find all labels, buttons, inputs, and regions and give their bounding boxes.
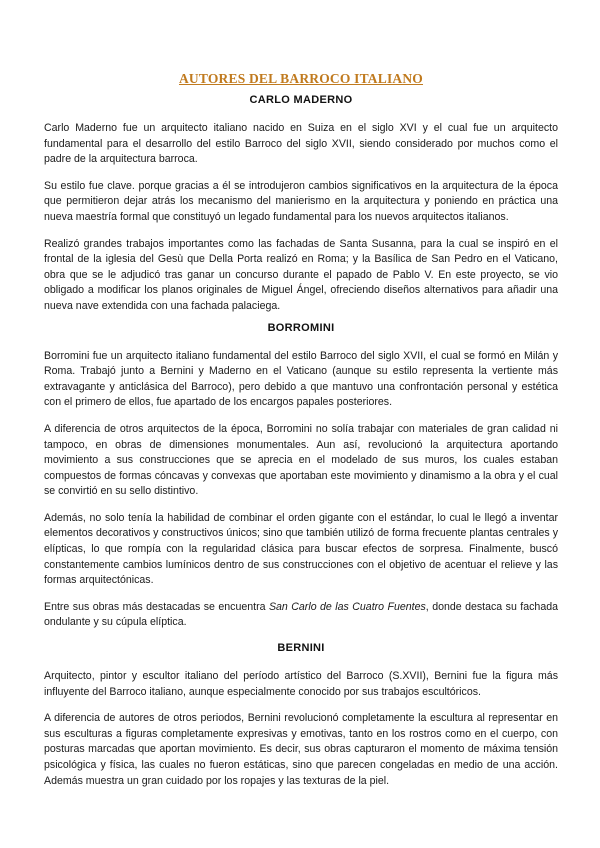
paragraph: Arquitecto, pintor y escultor italiano del período artístico del Barroco (S.XVII), Bernini fue la figura más influyente del Barroco italiano, aunque especialmente conocido por sus trabajos escultóricos. [44,670,558,698]
works-text-after: , donde destaca su fachada ondulante y su cúpula elíptica. [44,600,558,629]
paragraph: A diferencia de otros arquitectos de la época, Borromini no solía trabajar con materiales de gran calidad ni tampoco, en obras de dimensiones monumentales. Aun así, revolucionó la arquitectura aportando movimiento a sus construcciones que se aprecia en el modelado de sus muros, los cuales estaban compuestos de formas cóncavas y convexas que aportaban este movimiento y dinamismo a la obra y el cual se convirtió en su sello distintivo. [44,422,558,498]
works-text-before: Entre sus obras más destacadas se encuentra [44,600,269,613]
document-content [44,70,558,800]
paragraph: Borromini fue un arquitecto italiano fundamental del estilo Barroco del siglo XVII, el cual se formó en Milán y Roma. Trabajó junto a Bernini y Maderno en el Vaticano (aunque su estilo representa la vertiente más extravagante y anticlásica del Barroco), pero debido a que mantuvo una confrontación personal y estética con el primero de ellos, fue apartado de los encargos papales posteriores. [44,349,558,409]
paragraph: Carlo Maderno fue un arquitecto italiano nacido en Suiza en el siglo XVI y el cual fue un arquitecto fundamental para el desarrollo del estilo Barroco del siglo XVII, siendo considerado por muchos como el padre de la arquitectura barroca. [44,122,558,166]
work-title: San Carlo de las Cuatro Fuentes [268,600,426,613]
section-heading: BERNINI [277,642,325,655]
paragraph: A diferencia de autores de otros periodos, Bernini revolucionó completamente la escultura al representar en sus esculturas a figuras completamente expresivas y emotivas, tanto en los rostros como en el cuerpo, con posturas marcadas que aportan movimiento. Es decir, sus obras capturaron el momento de máxima tensión psicológica y física, las cuales no fueron estáticas, sino que parecen congeladas en medio de una acción. Además muestra un gran cuidado por los ropajes y las texturas de la piel. [44,712,558,787]
paragraph: Además, no solo tenía la habilidad de combinar el orden gigante con el estándar, lo cual le llegó a inventar elementos decorativos y constructivos únicos; sino que también utilizó de forma frecuente plantas centrales y elípticas, lo que rompía con la regularidad clásica para buscar efectos de sorpresa. Finalmente, buscó constantemente cambios lumínicos dentro de sus construcciones con el objetivo de acentuar el relieve y las formas arquitectónicas. [44,511,558,587]
paragraph: Su estilo fue clave. porque gracias a él se introdujeron cambios significativos en la arquitectura de la época que permitieron dejar atrás los mecanismo del manierismo en la arquitectura y poniendo en práctica una nueva maestría formal que constituyó un legado fundamental para los nuevos arquitectos italianos. [44,179,558,223]
paragraph: Realizó grandes trabajos importantes como las fachadas de Santa Susanna, para la cual se inspiró en el frontal de la iglesia del Gesù que Della Porta realizó en Roma; y la Basílica de San Pedro en el Vaticano, obra que se le adjudicó tras ganar un concurso durante el papado de Pablo V. En este proyecto, se vio obligado a modificar los planos originales de Miguel Ángel, ofreciendo diseños alternativos para añadir una nueva nave extendida con una fachada palaciega. [44,237,558,312]
section-borromini [44,321,558,632]
section-carlo-maderno [44,93,558,315]
section-heading: BORROMINI [267,321,335,334]
works-paragraph [44,600,558,631]
section-bernini [44,641,558,789]
document-title: AUTORES DEL BARROCO ITALIANO [178,71,424,86]
section-heading: CARLO MADERNO [249,94,353,106]
